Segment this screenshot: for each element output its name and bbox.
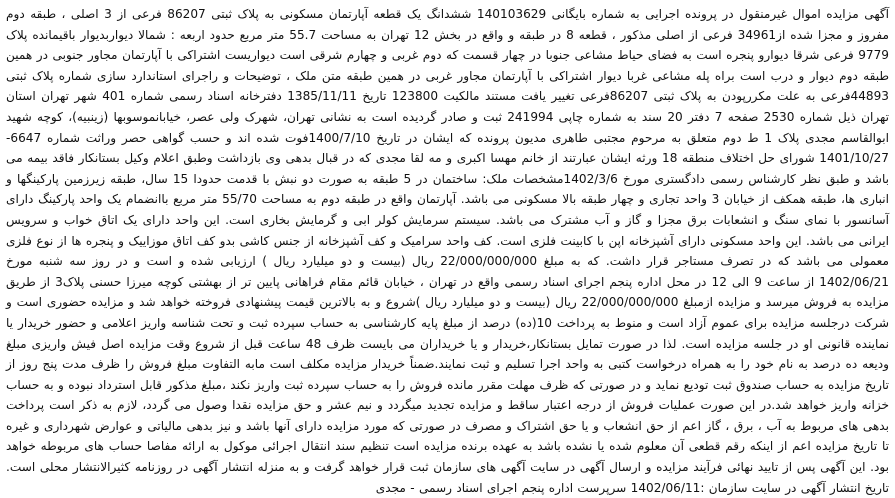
auction-notice-text: آگهی مزایده اموال غیرمنقول در پرونده اجرایی به شماره بایگانی 140103629 ششدانگ یک قطعه آپارتمان مسکونی به پلاک ثبتی 86207 فرعی از 3 اصلی ، طبقه دوم مفروز و مجزا شده از34961 فرعی از اصلی مذکور ، قطعه 8 در طبقه و واقع در بخش 12 تهران به مساحت 55.7 متر مربع حدود اربعه : شمالا دیواربدیوار باقیمانده پلاک 9779 فرعی شرقا دیوارو پنجره است به فضای حیاط مشاعی جنوبا در چهار قسمت که دوم غربی و چهارم شرقی است دیواریست اشتراکی با آپارتمان مجاور جنوبی در همین طبقه دوم دیوار و درب است براه پله مشاعی غربا دیوار اشتراکی با آپارتمان مجاور غربی در همین طبقه متن ملک ، توضیحات و راجرای استاندارد سازی شماره پلاک ثبتی 44893فرعی به علت مکررپودن به پلاک ثبتی 86207فرعی تغییر یافت مستند مالکیت 123800 تاریخ 1385/11/11 دفترخانه اسناد رسمی شماره 401 شهر تهران استان تهران ذیل شماره 2530 صفحه 7 دفتر 20 سند به شماره چاپی 241994 ثبت و صادر گردیده است به نشانی تهران، شهرک ولی عصر، خیابانموسوبها (زینبیه)، کوچه شهید ابوالقاسم مجدی پلاک 1 ط دوم متعلق به مرحوم مجتبی طاهری مدیون پرونده که ایشان در تاریخ 1400/7/10فوت شده اند و حسب گواهی حصر وراثت شماره 6647-1401/10/27 شورای حل اختلاف منطقه 18 ورثه ایشان عبارتند از خانم مهسا اکبری و مه لقا مجدی که در قبال بدهی وی بازداشت وطبق اعلام وکیل بستانکار فاقد بیمه می باشد و طبق نظر کارشناس رسمی دادگستری مورخ 1402/3/6مشخصات ملک: ساختمان در 5 طبقه به صورت دو نبش با قدمت حدودا 15 سال، طبقه زیرزمین پارکینگها و انباری ها، طبقه همکف از خیابان 3 واحد تجاری و چهار طبقه بالا مسکونی می باشد. آپارتمان واقع در طبقه دوم به مساحت 55/70 متر مربع باانضمام یک واحد پارکینگ دارای آسانسور با نمای سنگ و انشعابات برق مجزا و گاز و آب مشترک می باشد. سیستم سرمایش کولر ابی و گرمایش بخاری است. این واحد دارای یک اتاق خواب و سرویس ایرانی می باشد. این واحد مسکونی دارای آشپزخانه اپن با کابینت فلزی است. کف واحد سرامیک و کف آشپزخانه از جنس کاشی بدو کف اتاق موزاییک و پنجره ها از نوع فلزی معمولی می باشد که در تصرف مستاجر قرار داشت. که به مبلغ 22/000/000/000 ریال (بیست و دو میلیارد ریال ) ارزیابی شده و است و در روز سه شنبه مورخ 1402/06/21 از ساعت 9 الی 12 در محل اداره پنجم اجرای اسناد رسمی واقع در تهران ، خیابان قائم مقام فراهانی پایین تر از بهشتی کوچه میرزا حسنی پلاک3 از طریق مزایده به فروش میرسد و مزایده ازمبلغ 22/000/000/000 ریال (بیست و دو میلیارد ریال )شروع و به بالاترین قیمت پیشنهادی فروخته خواهد شد و مزایده حضوری است و شرکت درجلسه مزایده برای عموم آزاد است و منوط به پرداخت 10(ده) درصد از مبلغ پایه کارشناسی به حساب سپرده ثبت و تحت شناسه واریز اعلامی و حضور خریدار یا نماینده قانونی او در جلسه مزایده است. لذا در صورت تمایل بستانکار،خریدار و یا خریداران می بایست ظرف 48 ساعت قبل از شروع وقت مزایده اصل فیش واریزی مبلغ ودیعه ده درصد به نام خود را به همراه درخواست کتبی به واحد اجرا تسلیم و ثبت نمایند.ضمناً خریدار مزایده مکلف است مابه التفاوت مبلغ فروش را ظرف مدت پنج روز از تاریخ مزایده به حساب صندوق ثبت تودیع نماید و در صورتی که ظرف مهلت مقرر مانده فروش را به حساب سپرده ثبت واریز نکند ،مبلغ مذکور قابل استرداد نبوده و به حساب خزانه واریز خواهد شد.در این صورت عملیات فروش از درجه اعتبار ساقط و مزایده تجدید میگردد و نیم عشر و حق مزایده نقدا وصول می گردد، لازم به ذکر است پرداخت بدهی های مربوط به آب ، برق ، گاز اعم از حق انشعاب و یا حق اشتراک و مصرف در صورتی که مورد مزایده دارای آنها باشد و نیز بدهی مالیاتی و عوارض شهرداری و غیره تا تاریخ مزایده اعم از اینکه رقم قطعی آن معلوم شده یا نشده باشد به عهده برنده مزایده است تنظیم سند انتقال اجرائی موکول به ارائه مفاصا حساب های مربوطه خواهد بود. این آگهی پس از تایید نهائی فرآیند مزایده و ارسال آگهی در سایت آگهی های سازمان ثبت قرار خواهد گرفت و به منزله انتشار آگهی در روزنامه کثیرالانتشار محلی است. تاریخ انتشار آگهی در سایت سازمان :1402/06/11 سرپرست اداره پنجم اجرای اسناد رسمی - مجدی: [6, 7, 890, 495]
